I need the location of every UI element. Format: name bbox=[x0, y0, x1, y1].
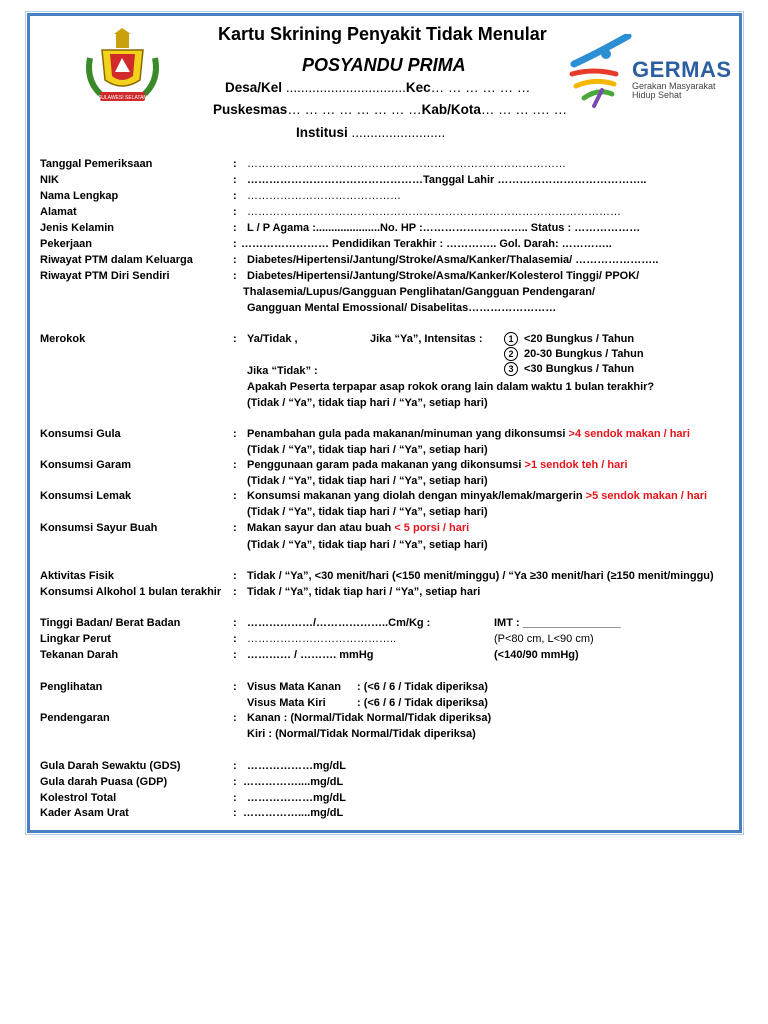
merokok-jika-ya: Jika “Ya”, Intensitas : bbox=[370, 333, 483, 345]
label-nama: Nama Lengkap bbox=[40, 190, 119, 202]
alkohol-value[interactable]: Tidak / “Ya”, tidak tiap hari / “Ya”, setiap hari bbox=[247, 586, 481, 598]
colon: : bbox=[233, 792, 237, 804]
germas-logo-icon bbox=[566, 34, 632, 108]
label-konsumsi-gula: Konsumsi Gula bbox=[40, 428, 121, 440]
institusi-line: Institusi ......................... bbox=[296, 125, 446, 140]
visus-kiri-label: Visus Mata Kiri bbox=[247, 697, 326, 709]
aktivitas-value[interactable]: Tidak / “Ya”, <30 menit/hari (<150 menit/minggu) / “Ya ≥30 menit/hari (≥150 menit/minggu) bbox=[247, 570, 714, 582]
value-nama[interactable]: …………………………………… bbox=[247, 190, 401, 202]
imt-value[interactable]: IMT : ________________ bbox=[494, 617, 621, 629]
value-riwayat-keluarga[interactable]: Diabetes/Hipertensi/Jantung/Stroke/Asma/Kanker/Thalasemia/ ………………….. bbox=[247, 254, 659, 266]
colon: : bbox=[233, 633, 237, 645]
colon: : bbox=[233, 270, 237, 282]
colon: : bbox=[233, 158, 237, 170]
label-pekerjaan: Pekerjaan bbox=[40, 238, 92, 250]
label-gds: Gula Darah Sewaktu (GDS) bbox=[40, 760, 181, 772]
label-kolestrol: Kolestrol Total bbox=[40, 792, 117, 804]
germas-logo-sub: Gerakan Masyarakat Hidup Sehat bbox=[632, 81, 716, 100]
konsumsi-garam-text: Penggunaan garam pada makanan yang dikonsumsi >1 sendok teh / hari bbox=[247, 459, 628, 471]
konsumsi-gula-answer[interactable]: (Tidak / “Ya”, tidak tiap hari / “Ya”, setiap hari) bbox=[247, 444, 488, 456]
label-riwayat-diri: Riwayat PTM Diri Sendiri bbox=[40, 270, 170, 282]
value-jenis-kelamin[interactable]: L / P Agama :.....................No. HP :……………………….. Status : ……………… bbox=[247, 222, 641, 234]
value-tanggal-pemeriksaan[interactable]: …………………………………………………………………………… bbox=[247, 158, 566, 170]
label-tanggal-pemeriksaan: Tanggal Pemeriksaan bbox=[40, 158, 153, 170]
label-merokok: Merokok bbox=[40, 333, 86, 345]
label-tinggi-berat: Tinggi Badan/ Berat Badan bbox=[40, 617, 181, 629]
intensitas-option-1[interactable]: 1 <20 Bungkus / Tahun bbox=[504, 332, 634, 346]
label-riwayat-keluarga: Riwayat PTM dalam Keluarga bbox=[40, 254, 193, 266]
visus-kiri-value[interactable]: : (<6 / 6 / Tidak diperiksa) bbox=[357, 697, 488, 709]
colon: : bbox=[233, 459, 237, 471]
merokok-option[interactable]: Ya/Tidak , bbox=[247, 333, 298, 345]
konsumsi-gula-text: Penambahan gula pada makanan/minuman yang dikonsumsi >4 sendok makan / hari bbox=[247, 428, 690, 440]
tekanan-darah-note: (<140/90 mmHg) bbox=[494, 649, 579, 661]
lingkar-perut-value[interactable]: ………………………………….. bbox=[247, 633, 397, 645]
value-riwayat-diri[interactable]: Diabetes/Hipertensi/Jantung/Stroke/Asma/Kanker/Kolesterol Tinggi/ PPOK/ bbox=[247, 270, 640, 282]
circle-number-icon: 2 bbox=[504, 347, 518, 361]
pendengaran-kiri[interactable]: Kiri : (Normal/Tidak Normal/Tidak diperiksa) bbox=[247, 728, 476, 740]
tinggi-berat-value[interactable]: ………………/………………..Cm/Kg : bbox=[247, 617, 431, 629]
visus-kanan-value[interactable]: : (<6 / 6 / Tidak diperiksa) bbox=[357, 681, 488, 693]
colon: : bbox=[233, 807, 237, 819]
colon: : bbox=[233, 428, 237, 440]
merokok-jika-tidak: Jika “Tidak” : bbox=[247, 365, 318, 377]
label-konsumsi-garam: Konsumsi Garam bbox=[40, 459, 132, 471]
konsumsi-garam-answer[interactable]: (Tidak / “Ya”, tidak tiap hari / “Ya”, setiap hari) bbox=[247, 475, 488, 487]
gds-value[interactable]: ………………mg/dL bbox=[247, 760, 346, 772]
tekanan-darah-value[interactable]: ………… / ………. mmHg bbox=[247, 649, 374, 661]
colon: : bbox=[233, 490, 237, 502]
konsumsi-lemak-answer[interactable]: (Tidak / “Ya”, tidak tiap hari / “Ya”, setiap hari) bbox=[247, 506, 488, 518]
visus-kanan-label: Visus Mata Kanan bbox=[247, 681, 341, 693]
intensitas-option-3[interactable]: 3 <30 Bungkus / Tahun bbox=[504, 362, 634, 376]
colon: : bbox=[233, 238, 237, 250]
colon: : bbox=[233, 333, 237, 345]
colon: : bbox=[233, 649, 237, 661]
value-riwayat-diri-line3: Gangguan Mental Emossional/ Disabelitas…………………… bbox=[247, 302, 557, 314]
label-asam-urat: Kader Asam Urat bbox=[40, 807, 129, 819]
konsumsi-lemak-text: Konsumsi makanan yang diolah dengan minyak/lemak/margerin >5 sendok makan / hari bbox=[247, 490, 708, 502]
label-nik: NIK bbox=[40, 174, 59, 186]
colon: : bbox=[233, 206, 237, 218]
card-subtitle: POSYANDU PRIMA bbox=[302, 55, 466, 75]
label-alamat: Alamat bbox=[40, 206, 77, 218]
merokok-answer[interactable]: (Tidak / “Ya”, tidak tiap hari / “Ya”, setiap hari) bbox=[247, 397, 488, 409]
pendengaran-kanan[interactable]: Kanan : (Normal/Tidak Normal/Tidak diperiksa) bbox=[247, 712, 492, 724]
sulsel-emblem-icon bbox=[80, 28, 165, 106]
colon: : bbox=[233, 586, 237, 598]
label-konsumsi-lemak: Konsumsi Lemak bbox=[40, 490, 132, 502]
colon: : bbox=[233, 522, 237, 534]
label-konsumsi-sayur: Konsumsi Sayur Buah bbox=[40, 522, 158, 534]
germas-logo-text: GERMAS bbox=[632, 57, 732, 82]
konsumsi-sayur-answer[interactable]: (Tidak / “Ya”, tidak tiap hari / “Ya”, setiap hari) bbox=[247, 539, 488, 551]
desa-kec-line: Desa/Kel ................................Kec… … … … … … bbox=[225, 80, 531, 95]
lingkar-perut-note: (P<80 cm, L<90 cm) bbox=[494, 633, 594, 645]
circle-number-icon: 3 bbox=[504, 362, 518, 376]
asam-urat-value[interactable]: ……………....mg/dL bbox=[243, 807, 344, 819]
merokok-question: Apakah Peserta terpapar asap rokok orang lain dalam waktu 1 bulan terakhir? bbox=[247, 381, 655, 393]
colon: : bbox=[233, 760, 237, 772]
intensitas-option-2[interactable]: 2 20-30 Bungkus / Tahun bbox=[504, 347, 644, 361]
colon: : bbox=[233, 254, 237, 266]
colon: : bbox=[233, 570, 237, 582]
emblem-caption: SULAWESI SELATAN bbox=[97, 95, 148, 101]
label-penglihatan: Penglihatan bbox=[40, 681, 103, 693]
label-jenis-kelamin: Jenis Kelamin bbox=[40, 222, 114, 234]
colon: : bbox=[233, 222, 237, 234]
label-pendengaran: Pendengaran bbox=[40, 712, 110, 724]
colon: : bbox=[233, 681, 237, 693]
colon: : bbox=[233, 776, 237, 788]
colon: : bbox=[233, 712, 237, 724]
value-nik[interactable]: …………………………………………Tanggal Lahir ………………………………….. bbox=[247, 174, 647, 186]
gdp-value[interactable]: ……………....mg/dL bbox=[243, 776, 344, 788]
value-alamat[interactable]: ………………………………………………………………………………………… bbox=[247, 206, 621, 218]
colon: : bbox=[233, 190, 237, 202]
value-riwayat-diri-line2: Thalasemia/Lupus/Gangguan Penglihatan/Gangguan Pendengaran/ bbox=[243, 286, 596, 298]
colon: : bbox=[233, 174, 237, 186]
circle-number-icon: 1 bbox=[504, 332, 518, 346]
label-alkohol: Konsumsi Alkohol 1 bulan terakhir bbox=[40, 586, 222, 598]
label-aktivitas: Aktivitas Fisik bbox=[40, 570, 114, 582]
colon: : bbox=[233, 617, 237, 629]
kolestrol-value[interactable]: ………………mg/dL bbox=[247, 792, 346, 804]
card-title: Kartu Skrining Penyakit Tidak Menular bbox=[218, 24, 547, 44]
value-pekerjaan[interactable]: …………………… Pendidikan Terakhir : ………….. Gol. Darah: ………….. bbox=[241, 238, 612, 250]
konsumsi-sayur-text: Makan sayur dan atau buah < 5 porsi / hari bbox=[247, 522, 470, 534]
label-gdp: Gula darah Puasa (GDP) bbox=[40, 776, 168, 788]
label-lingkar-perut: Lingkar Perut bbox=[40, 633, 111, 645]
label-tekanan-darah: Tekanan Darah bbox=[40, 649, 119, 661]
puskesmas-line: Puskesmas… … … … … … … …Kab/Kota… … … .… … bbox=[213, 102, 568, 117]
